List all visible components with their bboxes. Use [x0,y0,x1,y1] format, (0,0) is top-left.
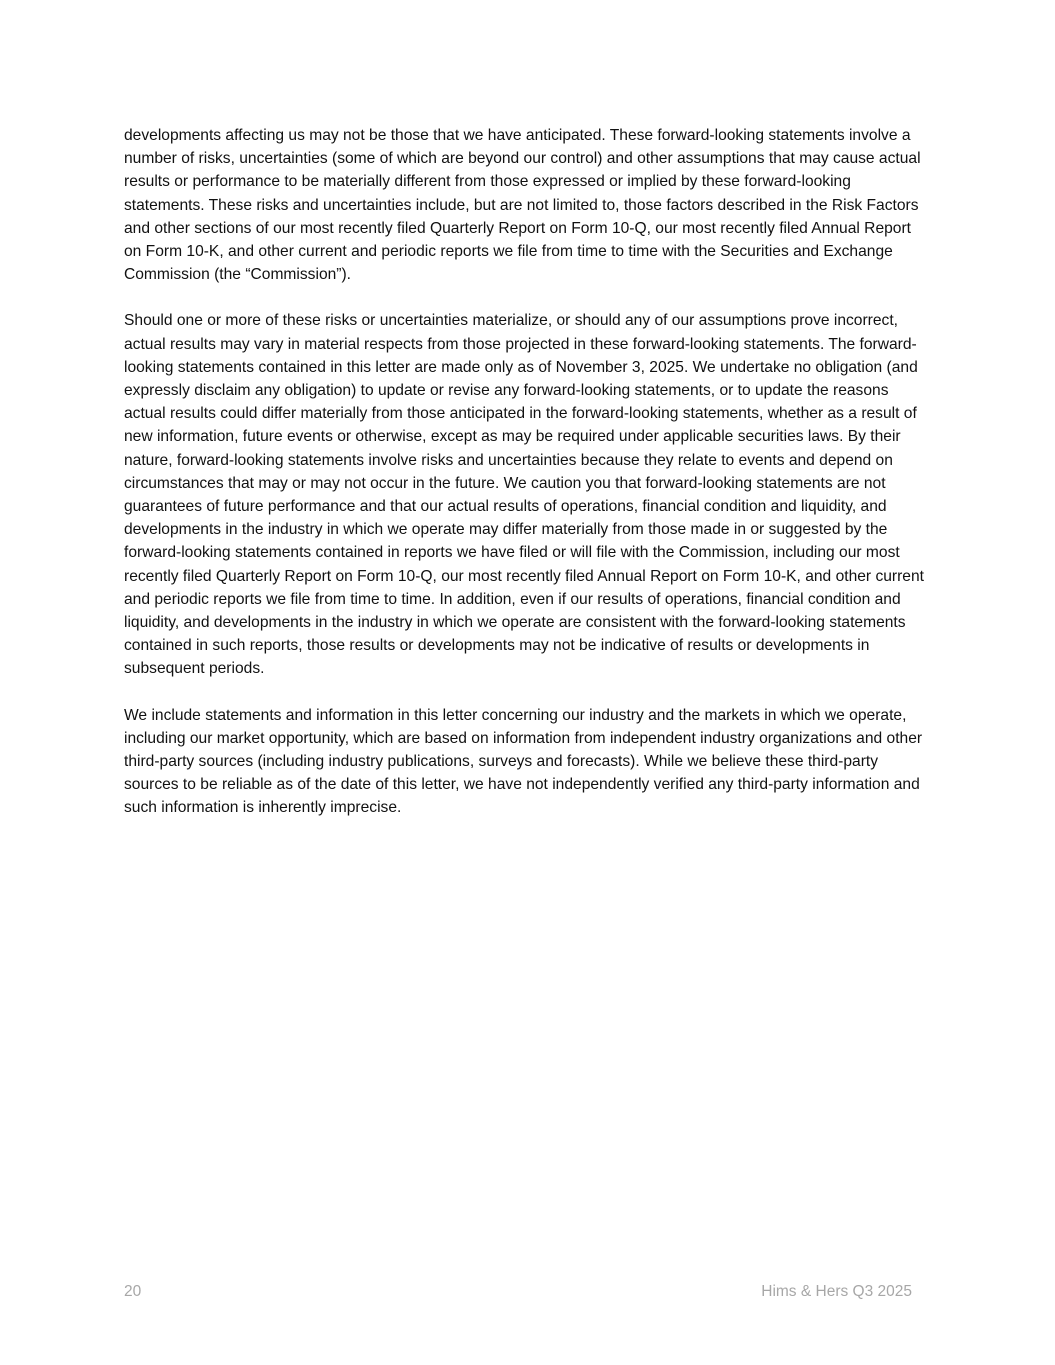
document-body [124,124,932,843]
page-footer [124,1280,912,1304]
paragraph-risks-uncertainties: Should one or more of these risks or uncertainties materialize, or should any of our assumptions prove incorrect, actual results may vary in material respects from those projected in these forward-looking statements. The forward-looking statements contained in this letter are made only as of November 3, 2025. We undertake no obligation (and expressly disclaim any obligation) to update or revise any forward-looking statements, or to update the reasons actual results could differ materially from those anticipated in the forward-looking statements, whether as a result of new information, future events or otherwise, except as may be required under applicable securities laws. By their nature, forward-looking statements involve risks and uncertainties because they relate to events and depend on circumstances that may or may not occur in the future. We caution you that forward-looking statements are not guarantees of future performance and that our actual results of operations, financial condition and liquidity, and developments in the industry in which we operate may differ materially from those made in or suggested by the forward-looking statements contained in reports we have filed or will file with the Commission, including our most recently filed Quarterly Report on Form 10-Q, our most recently filed Annual Report on Form 10-K, and other current and periodic reports we file from time to time. In addition, even if our results of operations, financial condition and liquidity, and developments in the industry in which we operate are consistent with the forward-looking statements contained in such reports, those results or developments may not be indicative of results or developments in subsequent periods. [124,312,924,678]
paragraph-industry-information: We include statements and information in this letter concerning our industry and the markets in which we operate, including our market opportunity, which are based on information from independent industry organizations and other third-party sources (including industry publications, surveys and forecasts). While we believe these third-party sources to be reliable as of the date of this letter, we have not independently verified any third-party information and such information is inherently imprecise. [124,706,923,817]
report-title: Hims & Hers Q3 2025 [761,1283,912,1300]
page-number: 20 [124,1283,142,1300]
paragraph-forward-looking-intro: developments affecting us may not be those that we have anticipated. These forward-looking statements involve a number of risks, uncertainties (some of which are beyond our control) and other assumptions that may cause actual results or performance to be materially different from those expressed or implied by these forward-looking statements. These risks and uncertainties include, but are not limited to, those factors described in the Risk Factors and other sections of our most recently filed Quarterly Report on Form 10-Q, our most recently filed Annual Report on Form 10-K, and other current and periodic reports we file from time to time with the Securities and Exchange Commission (the “Commission”). [124,127,921,284]
